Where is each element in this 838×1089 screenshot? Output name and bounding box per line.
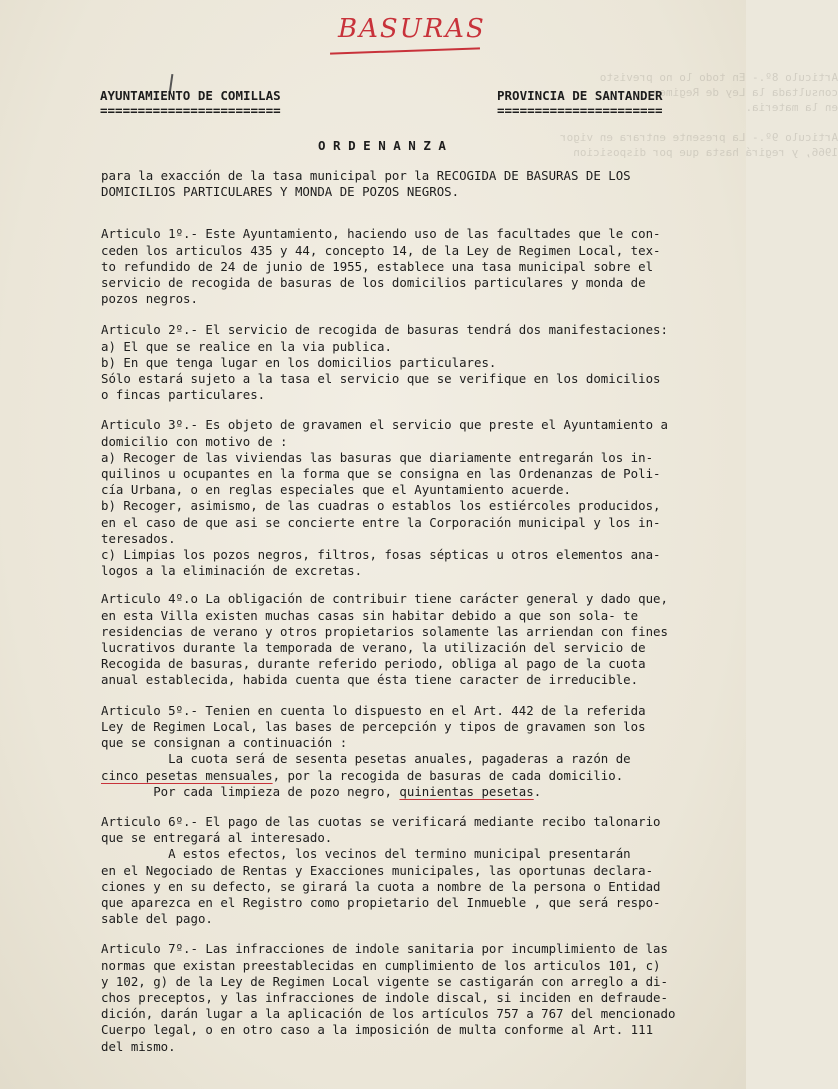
article-6 bbox=[101, 814, 741, 927]
document-title: O R D E N A N Z A bbox=[318, 138, 446, 153]
article-line: que se entregará al interesado. bbox=[101, 830, 333, 846]
article-line: a) El que se realice en la via publica. bbox=[101, 338, 392, 354]
article-7 bbox=[101, 941, 741, 1054]
article-line: ciones y en su defecto, se girará la cuota a nombre de la persona o Entidad bbox=[101, 878, 661, 894]
article-line: cía Urbana, o en reglas especiales que el Ayuntamiento acuerde. bbox=[101, 482, 571, 498]
article-line: b) En que tenga lugar en los domicilios particulares. bbox=[101, 354, 497, 370]
article-line: Articulo 7º.- Las infracciones de indole sanitaria por incumplimiento de las bbox=[101, 941, 668, 957]
article-line: anual establecida, habida cuenta que ésta tiene caracter de irreducible. bbox=[101, 672, 639, 688]
article-line: domicilio con motivo de : bbox=[101, 433, 288, 449]
province-header bbox=[497, 88, 663, 118]
province-name: PROVINCIA DE SANTANDER bbox=[497, 88, 663, 103]
article-line: Articulo 6º.- El pago de las cuotas se verificará mediante recibo talonario bbox=[101, 813, 661, 829]
article-line: dición, darán lugar a la aplicación de los artículos 757 a 767 del mencionado bbox=[101, 1006, 676, 1022]
article-4 bbox=[101, 591, 741, 688]
article-line: to refundido de 24 de junio de 1955, establece una tasa municipal sobre el bbox=[101, 258, 654, 274]
article-line: servicio de recogida de basuras de los domicilios particulares y monda de bbox=[101, 275, 646, 291]
article-line: lucrativos durante la temporada de verano, la utilización del servicio de bbox=[101, 640, 646, 656]
article-line: b) Recoger, asimismo, de las cuadras o establos los estiércoles producidos, bbox=[101, 498, 661, 514]
intro-line: DOMICILIOS PARTICULARES Y MONDA DE POZOS NEGROS. bbox=[101, 184, 460, 200]
article-1 bbox=[101, 226, 741, 307]
article-line: sable del pago. bbox=[101, 911, 213, 927]
article-3 bbox=[101, 417, 741, 579]
municipality-name: AYUNTAMIENTO DE COMILLAS bbox=[100, 88, 281, 103]
article-line: pozos negros. bbox=[101, 291, 198, 307]
article-line: Articulo 3º.- Es objeto de gravamen el servicio que preste el Ayuntamiento a bbox=[101, 417, 668, 433]
article-line: en el caso de que asi se concierte entre la Corporación municipal y los in- bbox=[101, 514, 661, 530]
article-line: quilinos u ocupantes en la forma que se consigna en las Ordenanzas de Poli- bbox=[101, 466, 661, 482]
article-5 bbox=[101, 703, 741, 800]
article-line: a) Recoger de las viviendas las basuras que diariamente entregarán los in- bbox=[101, 449, 654, 465]
province-rule: ====================== bbox=[497, 103, 663, 118]
article-line: A estos efectos, los vecinos del termino municipal presentarán bbox=[101, 846, 631, 862]
handwritten-underline bbox=[330, 47, 480, 54]
article-line: residencias de verano y otros propietarios solamente las arriendan con fines bbox=[101, 623, 668, 639]
article-line: normas que existan preestablecidas en cumplimiento de los articulos 101, c) bbox=[101, 957, 661, 973]
article-line: en esta Villa existen muchas casas sin habitar debido a que son sola- te bbox=[101, 607, 639, 623]
article-line: o fincas particulares. bbox=[101, 387, 266, 403]
article-line: logos a la eliminación de excretas. bbox=[101, 563, 363, 579]
article-line: c) Limpias los pozos negros, filtros, fosas sépticas u otros elementos ana- bbox=[101, 547, 661, 563]
municipality-rule: ======================== bbox=[100, 103, 281, 118]
intro-paragraph bbox=[101, 168, 741, 200]
article-line: Cuerpo legal, o en otro caso a la imposición de multa conforme al Art. 111 bbox=[101, 1022, 654, 1038]
article-line: Articulo 4º.o La obligación de contribuir tiene carácter general y dado que, bbox=[101, 591, 668, 607]
article-line: Sólo estará sujeto a la tasa el servicio que se verifique en los domicilios bbox=[101, 371, 661, 387]
article-line: chos preceptos, y las infracciones de indole discal, si inciden en defraude- bbox=[101, 989, 668, 1005]
handwritten-note: BASURAS bbox=[338, 14, 486, 44]
article-line: Articulo 2º.- El servicio de recogida de basuras tendrá dos manifestaciones: bbox=[101, 322, 668, 338]
article-line: que aparezca en el Registro como propietario del Inmueble , que será respo- bbox=[101, 894, 661, 910]
article-line: Recogida de basuras, durante referido periodo, obliga al pago de la cuota bbox=[101, 656, 646, 672]
underlined-phrase: quinientas pesetas bbox=[399, 783, 534, 799]
article-2 bbox=[101, 322, 741, 403]
article-line: Articulo 1º.- Este Ayuntamiento, haciendo uso de las facultades que le con- bbox=[101, 226, 661, 242]
article-line: teresados. bbox=[101, 530, 176, 546]
article-line: del mismo. bbox=[101, 1038, 176, 1054]
municipality-header bbox=[100, 88, 281, 118]
article-line: Ley de Regimen Local, las bases de percepción y tipos de gravamen son los bbox=[101, 718, 646, 734]
intro-line: para la exacción de la tasa municipal por la RECOGIDA DE BASURAS DE LOS bbox=[101, 168, 631, 183]
article-line: ceden los articulos 435 y 44, concepto 14, de la Ley de Regimen Local, tex- bbox=[101, 242, 661, 258]
article-line: Articulo 5º.- Tenien en cuenta lo dispuesto en el Art. 442 de la referida bbox=[101, 702, 646, 718]
article-line: La cuota será de sesenta pesetas anuales, pagaderas a razón de bbox=[101, 751, 631, 767]
article-line: que se consignan a continuación : bbox=[101, 735, 348, 751]
bleed-through-text: Articulo 8º.- En todo lo no previsto consultada la Ley de Regimen en la materia. Articulo 9º.- La presente entrara en vigor 1966, y regirá hasta que por disposicion bbox=[560, 71, 838, 159]
article-line: cinco pesetas mensuales, por la recogida de basuras de cada domicilio. bbox=[101, 767, 624, 783]
article-line: Por cada limpieza de pozo negro, quinientas pesetas. bbox=[101, 783, 542, 799]
underlined-phrase: cinco pesetas mensuales bbox=[101, 767, 273, 783]
document-body bbox=[101, 168, 741, 1068]
article-line: en el Negociado de Rentas y Exacciones municipales, las oportunas declara- bbox=[101, 862, 654, 878]
article-line: y 102, g) de la Ley de Regimen Local vigente se castigarán con arreglo a di- bbox=[101, 973, 668, 989]
